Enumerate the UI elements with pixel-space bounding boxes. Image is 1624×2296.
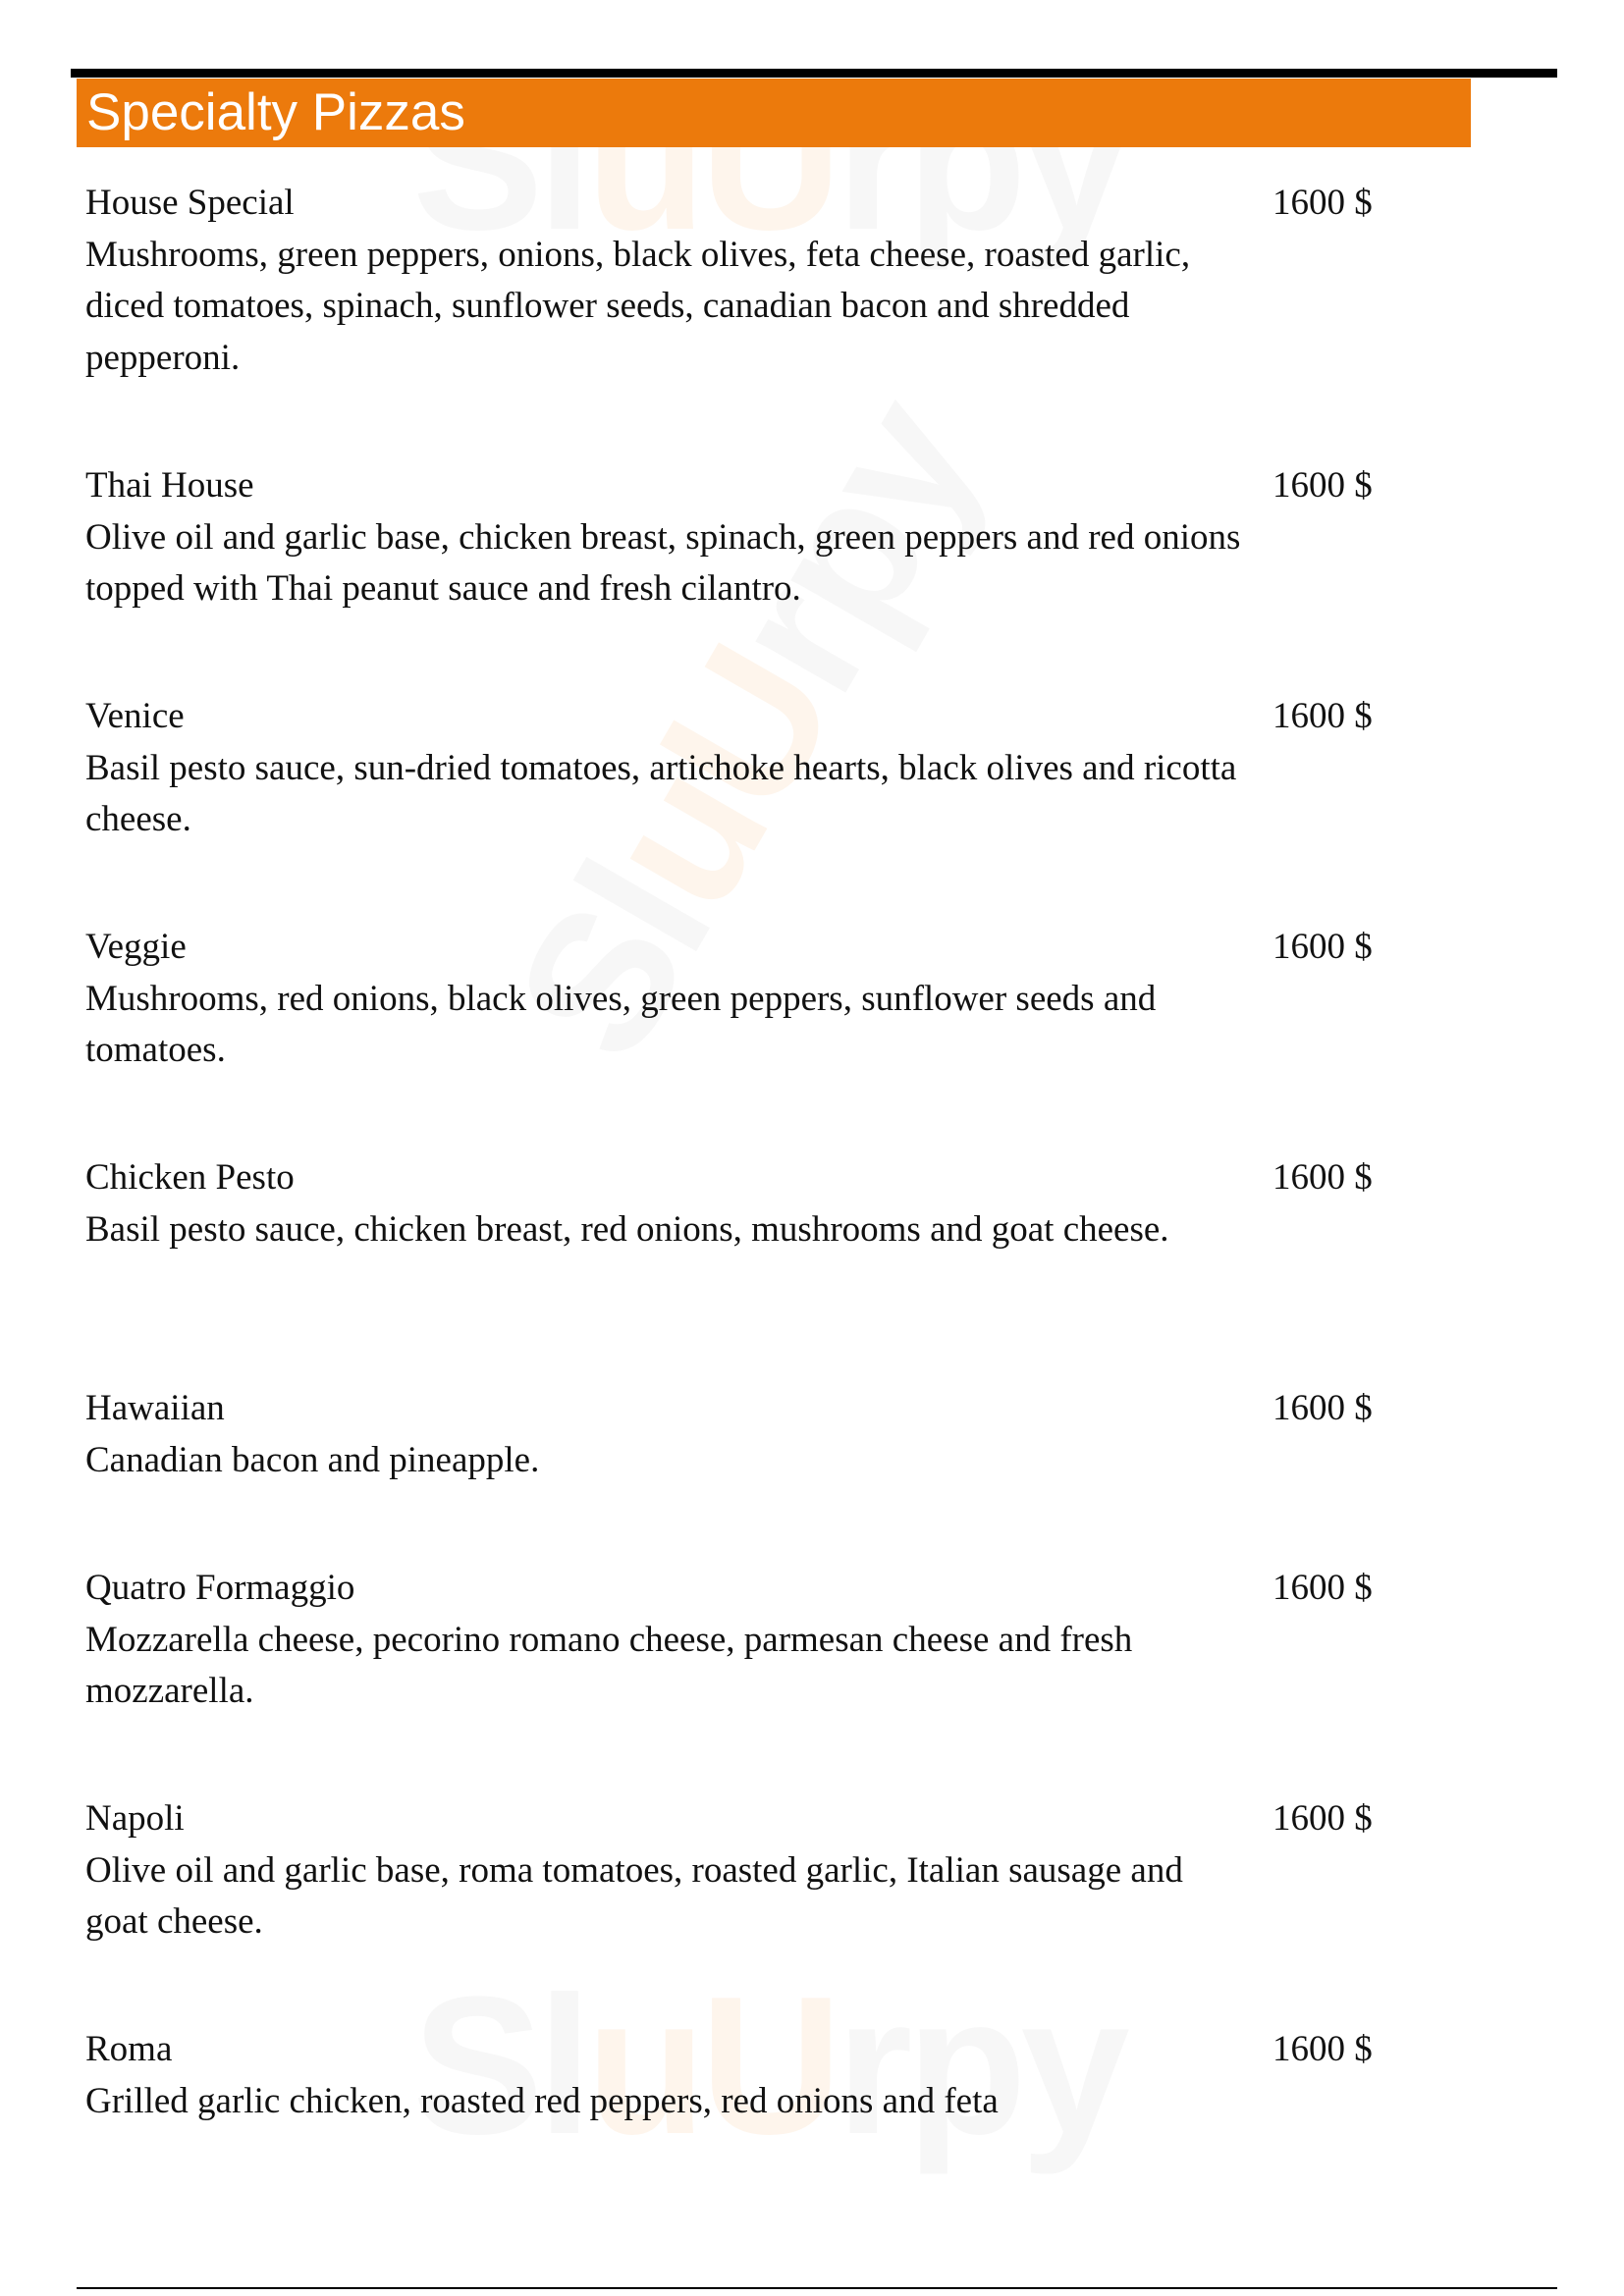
item-description: Basil pesto sauce, sun-dried tomatoes, artichoke hearts, black olives and ricotta cheese. <box>85 747 1237 839</box>
item-description: Grilled garlic chicken, roasted red peppers, red onions and feta <box>85 2080 999 2121</box>
menu-item <box>85 1793 1440 1949</box>
menu-item <box>85 1383 1440 1486</box>
menu-item <box>85 1563 1440 1718</box>
section-header <box>77 79 1471 147</box>
item-name: Roma <box>85 2029 173 2069</box>
item-description: Basil pesto sauce, chicken breast, red onions, mushrooms and goat cheese. <box>85 1208 1169 1250</box>
item-price: 1600 $ <box>1272 1157 1373 1198</box>
menu-item <box>85 922 1440 1077</box>
section-title: Specialty Pizzas <box>86 83 465 141</box>
item-description: Olive oil and garlic base, chicken breast, spinach, green peppers and red onions topped with Thai peanut sauce and fresh cilantro. <box>85 516 1241 609</box>
item-price: 1600 $ <box>1272 1388 1373 1428</box>
menu-item <box>85 1152 1440 1255</box>
top-divider <box>71 69 1557 78</box>
watermark-logo: SluUrpy <box>412 52 1124 271</box>
item-description: Canadian bacon and pineapple. <box>85 1439 540 1480</box>
item-name: Chicken Pesto <box>85 1157 295 1198</box>
item-name: Napoli <box>85 1798 185 1839</box>
item-price: 1600 $ <box>1272 1798 1373 1839</box>
menu-item <box>85 691 1440 846</box>
item-name: Venice <box>85 696 185 736</box>
item-name: House Special <box>85 183 295 223</box>
menu-item <box>85 2024 1440 2127</box>
item-price: 1600 $ <box>1272 1568 1373 1608</box>
bottom-divider <box>77 2287 1557 2289</box>
watermark-logo: SluUrpy <box>412 1956 1124 2175</box>
item-price: 1600 $ <box>1272 696 1373 736</box>
watermark-logo: SluUrpy <box>473 366 1020 1093</box>
item-description: Olive oil and garlic base, roma tomatoes, roasted garlic, Italian sausage and goat cheese. <box>85 1849 1183 1942</box>
item-name: Veggie <box>85 927 187 967</box>
item-price: 1600 $ <box>1272 927 1373 967</box>
menu-item <box>85 460 1440 615</box>
menu-item <box>85 178 1440 384</box>
item-price: 1600 $ <box>1272 183 1373 223</box>
item-description: Mushrooms, red onions, black olives, green peppers, sunflower seeds and tomatoes. <box>85 978 1157 1070</box>
item-description: Mozzarella cheese, pecorino romano cheese, parmesan cheese and fresh mozzarella. <box>85 1619 1133 1711</box>
item-description: Mushrooms, green peppers, onions, black olives, feta cheese, roasted garlic, diced tomatoes, spinach, sunflower seeds, canadian bacon and shredded pepperoni. <box>85 234 1191 378</box>
item-name: Quatro Formaggio <box>85 1568 355 1608</box>
item-name: Thai House <box>85 465 254 506</box>
item-price: 1600 $ <box>1272 465 1373 506</box>
item-price: 1600 $ <box>1272 2029 1373 2069</box>
item-name: Hawaiian <box>85 1388 225 1428</box>
